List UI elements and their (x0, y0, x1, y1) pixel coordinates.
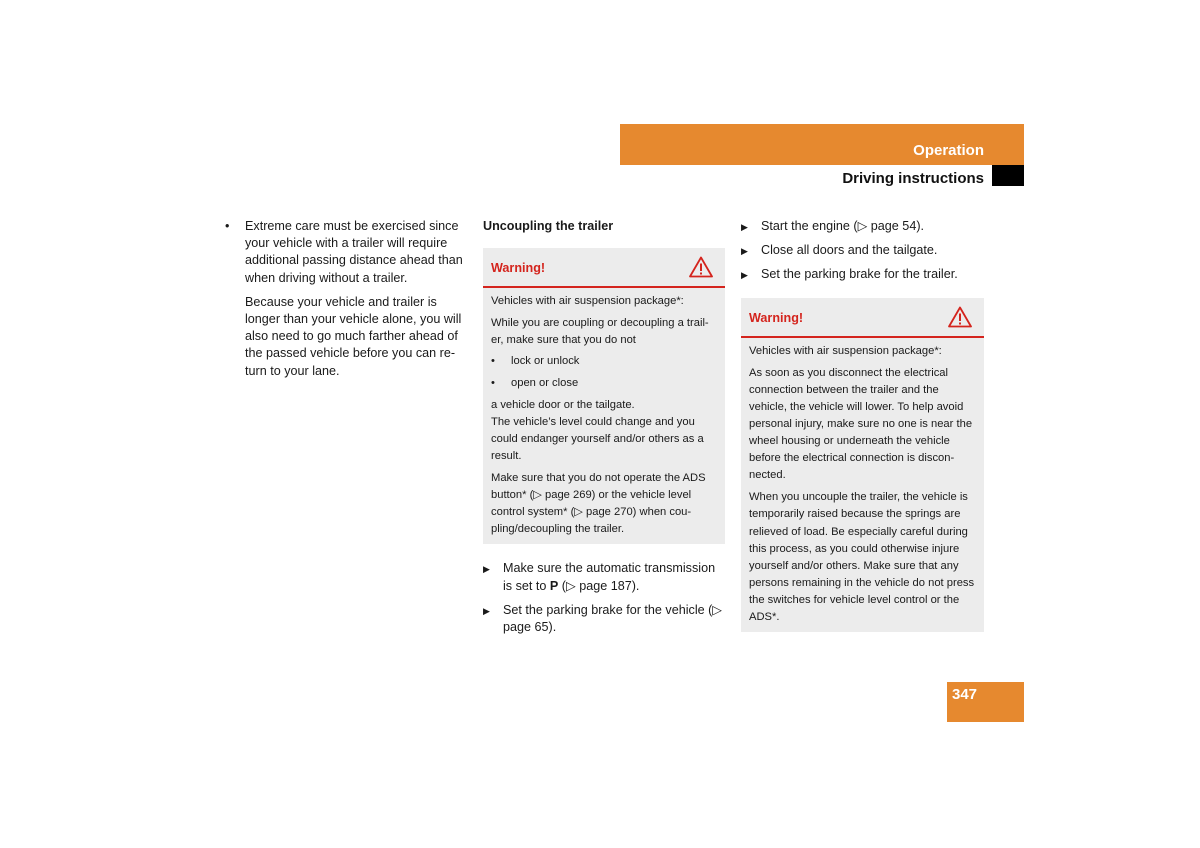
instruction-step (741, 242, 984, 259)
bullet-text: Extreme care must be exercised since your vehicle with a trailer will require additional passing distance ahead than when driving without a trailer. (245, 219, 463, 285)
bullet-text: open or close (511, 376, 579, 389)
instruction-step (741, 218, 984, 235)
bullet-text: lock or unlock (511, 355, 580, 368)
warning-header (483, 248, 725, 288)
bullet-icon: • (491, 376, 495, 389)
warning-header (741, 298, 984, 338)
warning-text: The vehicle’s level could change and you could endanger yourself and/or others as a result. (491, 415, 704, 462)
list-item (491, 375, 717, 392)
warning-box (741, 298, 984, 633)
section-title: Operation (913, 142, 984, 159)
arrow-icon: ▶ (741, 270, 748, 281)
arrow-icon: ▶ (483, 605, 490, 616)
header-marker (992, 165, 1024, 186)
column-2 (483, 218, 725, 636)
column-3 (741, 218, 984, 632)
warning-triangle-icon (948, 306, 972, 328)
step-text: (▷ page 187). (558, 578, 640, 593)
section-heading: Uncoupling the trailer (483, 219, 614, 233)
list-item (225, 218, 468, 287)
warning-text: While you are coupling or decoupling a trail-er, make sure that you do not (491, 317, 709, 347)
warning-label: Warning! (749, 310, 804, 325)
step-text: Make sure the automatic transmission is set to (503, 561, 716, 593)
warning-text: Vehicles with air suspension package*: (491, 295, 684, 308)
instruction-step (741, 266, 984, 283)
bullet-icon: • (491, 355, 495, 368)
instruction-step (483, 602, 725, 636)
list-item (491, 353, 717, 370)
step-text: Start the engine (▷ page 54). (761, 219, 925, 233)
arrow-icon: ▶ (741, 246, 748, 257)
arrow-icon: ▶ (741, 222, 748, 232)
warning-text: Vehicles with air suspension package*: (749, 344, 942, 357)
bullet-icon: • (225, 219, 230, 233)
step-text: Close all doors and the tailgate. (761, 243, 938, 258)
column-1 (225, 218, 468, 380)
step-text: Set the parking brake for the trailer. (761, 267, 958, 282)
warning-text: Make sure that you do not operate the ADS button* (▷ page 269) or the vehicle level control system* (▷ page 270) when cou-pling/decoupling the trailer. (491, 472, 706, 536)
arrow-icon: ▶ (483, 564, 490, 575)
warning-box (483, 248, 725, 544)
warning-text: When you uncouple the trailer, the vehicle is temporarily raised because the springs are relieved of load. Be especially careful during this process, as you could otherwise injure yourself and/or others. Make sure that any persons remaining in the vehicle do not press the switches for vehicle level control or the ADS*. (749, 491, 975, 624)
warning-label: Warning! (491, 261, 546, 276)
warning-text: As soon as you disconnect the electrical connection between the trailer and the vehicle, the vehicle will lower. To help avoid personal injury, make sure no one is near the wheel housing or underneath the vehicle before the electrical connection is discon-nected. (749, 366, 973, 482)
step-text-bold: P (549, 578, 559, 593)
warning-triangle-icon (689, 256, 713, 278)
page-number: 347 (952, 686, 978, 703)
paragraph: Because your vehicle and trailer is longer than your vehicle alone, you will also need to go much farther ahead of the passed vehicle before you can re-turn to your lane. (245, 294, 462, 378)
instruction-step (483, 560, 725, 594)
warning-text: a vehicle door or the tailgate. (491, 398, 635, 411)
step-text: Set the parking brake for the vehicle (▷ page 65). (503, 602, 722, 635)
subsection-title: Driving instructions (842, 170, 984, 187)
